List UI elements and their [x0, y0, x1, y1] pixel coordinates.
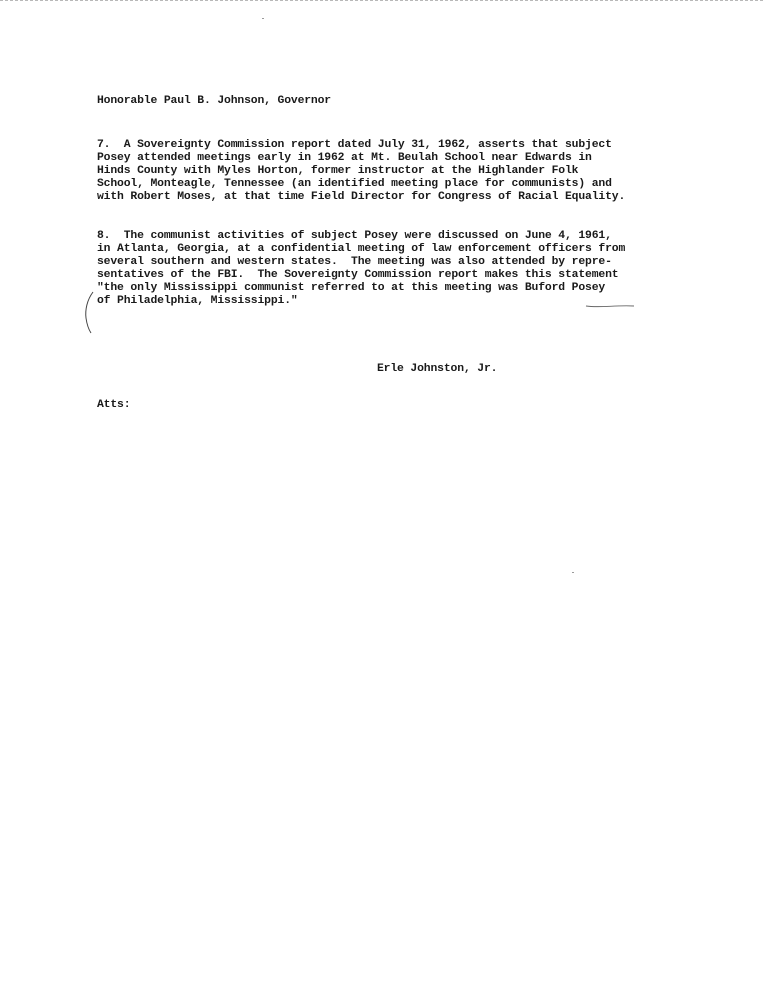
paragraph-8-line: several southern and western states. The meeting was also attended by repre-: [97, 256, 612, 268]
addressee-line: Honorable Paul B. Johnson, Governor: [97, 95, 331, 107]
paragraph-7-line: Hinds County with Myles Horton, former instructor at the Highlander Folk: [97, 165, 579, 177]
handwritten-bracket-mark: [82, 290, 96, 334]
paper-speck: [572, 572, 574, 573]
paragraph-8-line: 8. The communist activities of subject Posey were discussed on June 4, 1961,: [97, 230, 612, 242]
paragraph-8-line: in Atlanta, Georgia, at a confidential meeting of law enforcement officers from: [97, 243, 626, 255]
paragraph-8-line: "the only Mississippi communist referred to at this meeting was Buford Posey: [97, 282, 606, 294]
page-top-edge: [0, 0, 763, 1]
paragraph-8-line: sentatives of the FBI. The Sovereignty Commission report makes this statement: [97, 269, 619, 281]
handwritten-underline-mark: [585, 303, 635, 309]
paragraph-7-line: 7. A Sovereignty Commission report dated July 31, 1962, asserts that subject: [97, 139, 612, 151]
signature-line: Erle Johnston, Jr.: [377, 363, 498, 375]
paragraph-7-line: School, Monteagle, Tennessee (an identified meeting place for communists) and: [97, 178, 612, 190]
paragraph-7-line: with Robert Moses, at that time Field Director for Congress of Racial Equality.: [97, 191, 626, 203]
paragraph-7-line: Posey attended meetings early in 1962 at Mt. Beulah School near Edwards in: [97, 152, 592, 164]
attachments-label: Atts:: [97, 399, 131, 411]
paper-speck: [262, 18, 264, 19]
paragraph-8-line: of Philadelphia, Mississippi.": [97, 295, 298, 307]
